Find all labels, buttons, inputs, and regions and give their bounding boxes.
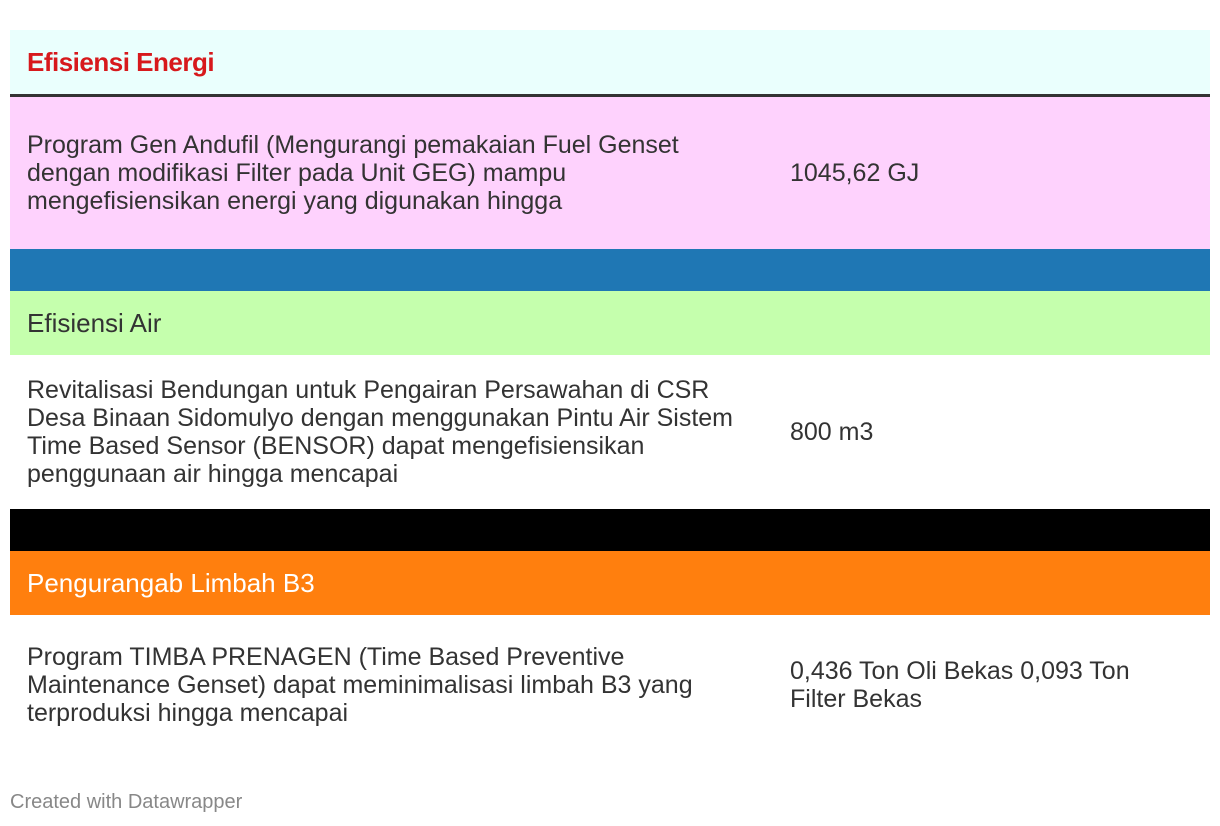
result-value-cell: 1045,62 GJ xyxy=(790,159,920,187)
program-description-cell: Revitalisasi Bendungan untuk Pengairan Persawahan di CSR Desa Binaan Sidomulyo dengan menggunakan Pintu Air Sistem Time Based Sensor (BENSOR) dapat mengefisiensikan penggunaan air hingga mencapai xyxy=(27,376,733,488)
section-header-row xyxy=(10,551,1210,615)
section-header-row xyxy=(10,291,1210,355)
section-header-label: Efisiensi Air xyxy=(27,308,162,338)
datawrapper-credit: Created with Datawrapper xyxy=(10,791,243,813)
section-header-row xyxy=(10,30,1210,94)
result-value-cell: 800 m3 xyxy=(790,418,874,446)
program-description-cell: Program TIMBA PRENAGEN (Time Based Preventive Maintenance Genset) dapat meminimalisasi limbah B3 yang terproduksi hingga mencapai xyxy=(27,643,693,727)
section-header-label: Pengurangab Limbah B3 xyxy=(27,568,315,598)
section-header-label: Efisiensi Energi xyxy=(27,47,215,77)
table-row xyxy=(10,355,1210,509)
summary-table xyxy=(10,30,1210,755)
table-row xyxy=(10,97,1210,249)
separator-row xyxy=(10,509,1210,551)
separator-row xyxy=(10,249,1210,291)
table-row xyxy=(10,615,1210,755)
result-value-cell: 0,436 Ton Oli Bekas 0,093 Ton Filter Bekas xyxy=(790,657,1130,713)
program-description-cell: Program Gen Andufil (Mengurangi pemakaian Fuel Genset dengan modifikasi Filter pada Unit GEG) mampu mengefisiensikan energi yang digunakan hingga xyxy=(27,131,679,215)
